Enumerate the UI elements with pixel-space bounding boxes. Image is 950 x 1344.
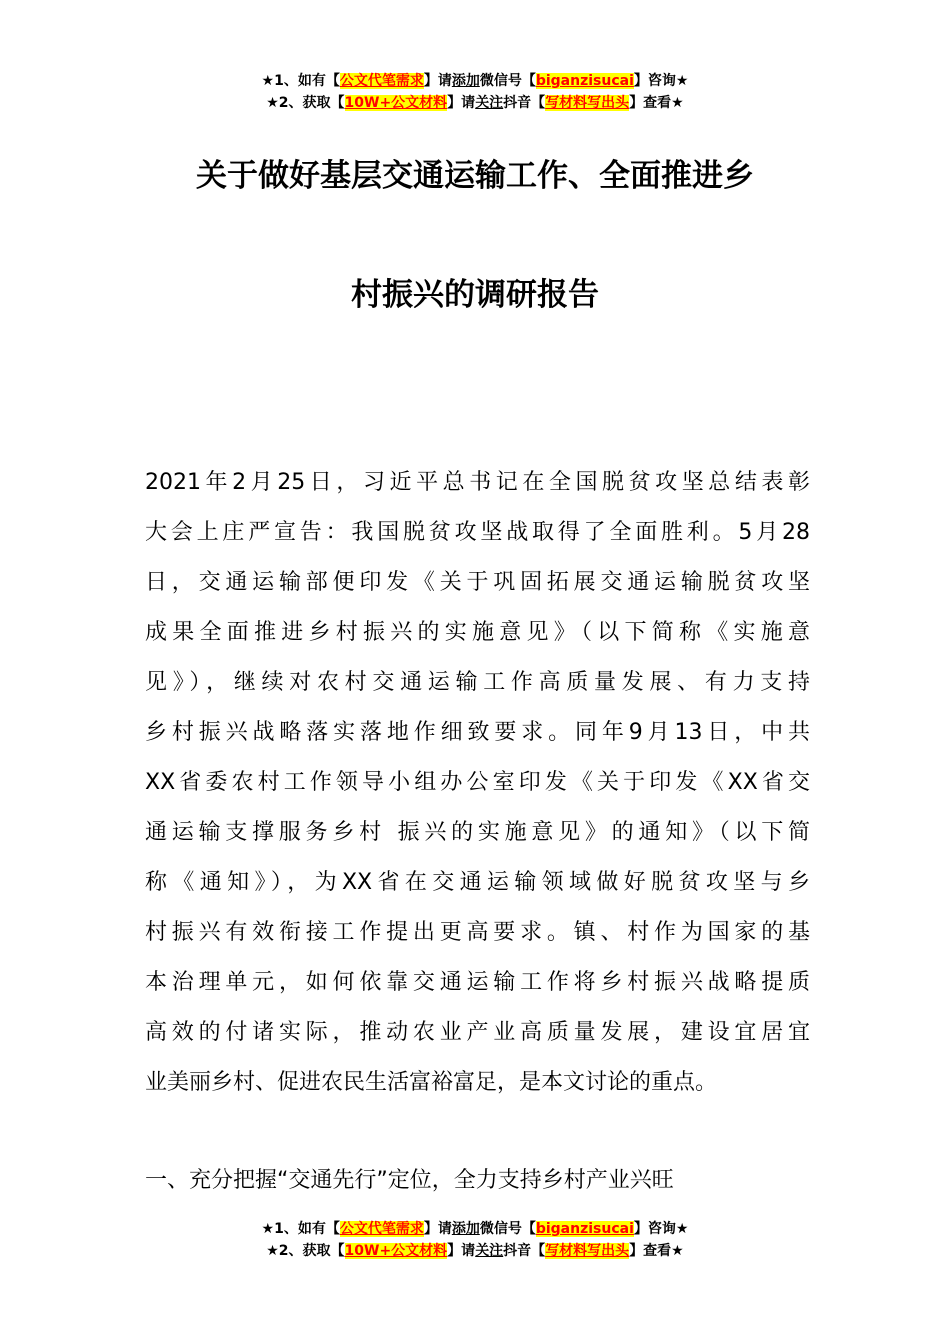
- paragraph-line: 见》），继续对农村交通运输工作高质量发展、有力支持: [145, 670, 810, 695]
- paragraph-line: 称《通知》），为XX省在交通运输领域做好脱贫攻坚与乡: [145, 870, 810, 895]
- paragraph-line: 通运输支撑服务乡村 振兴的实施意见》的通知》（以下简: [145, 820, 810, 845]
- paragraph-line: 成果全面推进乡村振兴的实施意见》（以下简称《实施意: [145, 620, 810, 645]
- promo-highlight-douyin-account: 写材料写出头: [545, 1243, 630, 1259]
- paragraph-line: 大会上庄严宣告：我国脱贫攻坚战取得了全面胜利。5月28: [145, 520, 810, 545]
- promo-line-1-mid2: 微信号【: [479, 73, 536, 89]
- promo-underline-follow: 关注: [475, 1243, 504, 1259]
- promo-line-2: [0, 1240, 950, 1262]
- promo-line-2-suffix: 】查看★: [629, 1243, 684, 1259]
- promo-line-1: [0, 70, 950, 92]
- promo-highlight-ghostwriting: 公文代笔需求: [339, 1221, 424, 1237]
- promo-highlight-wechat-id: biganzisucai: [535, 1221, 634, 1237]
- promo-highlight-wechat-id: biganzisucai: [535, 73, 634, 89]
- promo-banner-top: [0, 70, 950, 114]
- promo-line-2-mid2: 抖音【: [503, 95, 546, 111]
- promo-highlight-materials: 10W+公文材料: [344, 1243, 448, 1259]
- promo-underline-follow: 关注: [475, 95, 504, 111]
- paragraph-line: 高效的付诸实际，推动农业产业高质量发展，建设宜居宜: [145, 1020, 810, 1045]
- promo-line-1-prefix: ★1、如有【: [261, 1221, 340, 1237]
- promo-line-2-suffix: 】查看★: [629, 95, 684, 111]
- promo-highlight-douyin-account: 写材料写出头: [545, 95, 630, 111]
- promo-line-1-mid2: 微信号【: [479, 1221, 536, 1237]
- paragraph-line: 业美丽乡村、促进农民生活富裕富足，是本文讨论的重点。: [145, 1070, 718, 1095]
- promo-line-1-mid: 】请: [423, 1221, 452, 1237]
- paragraph-line: 2021年2月25日，习近平总书记在全国脱贫攻坚总结表彰: [145, 470, 810, 495]
- promo-line-1-suffix: 】咨询★: [633, 1221, 689, 1237]
- promo-line-2-mid: 】请: [447, 95, 476, 111]
- document-title-line-2: 村振兴的调研报告: [351, 277, 599, 313]
- promo-line-2: [0, 92, 950, 114]
- promo-banner-bottom: [0, 1218, 950, 1262]
- paragraph-line: 村振兴有效衔接工作提出更高要求。镇、村作为国家的基: [145, 920, 810, 945]
- paragraph-line: XX省委农村工作领导小组办公室印发《关于印发《XX省交: [145, 770, 810, 795]
- promo-line-1-suffix: 】咨询★: [633, 73, 689, 89]
- promo-line-2-mid: 】请: [447, 1243, 476, 1259]
- promo-highlight-materials: 10W+公文材料: [344, 95, 448, 111]
- paragraph-line: 本治理单元，如何依靠交通运输工作将乡村振兴战略提质: [145, 970, 810, 995]
- promo-line-2-prefix: ★2、获取【: [266, 95, 345, 111]
- promo-line-1: [0, 1218, 950, 1240]
- paragraph-line: 日，交通运输部便印发《关于巩固拓展交通运输脱贫攻坚: [145, 570, 810, 595]
- document-title-line-1: 关于做好基层交通运输工作、全面推进乡: [196, 158, 754, 194]
- promo-line-2-prefix: ★2、获取【: [266, 1243, 345, 1259]
- promo-underline-add: 添加: [451, 73, 480, 89]
- promo-line-2-mid2: 抖音【: [503, 1243, 546, 1259]
- paragraph-line: 乡村振兴战略落实落地作细致要求。同年9月13日，中共: [145, 720, 810, 745]
- section-heading-1: 一、充分把握“交通先行”定位，全力支持乡村产业兴旺: [145, 1168, 674, 1193]
- promo-line-1-prefix: ★1、如有【: [261, 73, 340, 89]
- intro-paragraph: [145, 458, 810, 1108]
- promo-highlight-ghostwriting: 公文代笔需求: [339, 73, 424, 89]
- promo-line-1-mid: 】请: [423, 73, 452, 89]
- promo-underline-add: 添加: [451, 1221, 480, 1237]
